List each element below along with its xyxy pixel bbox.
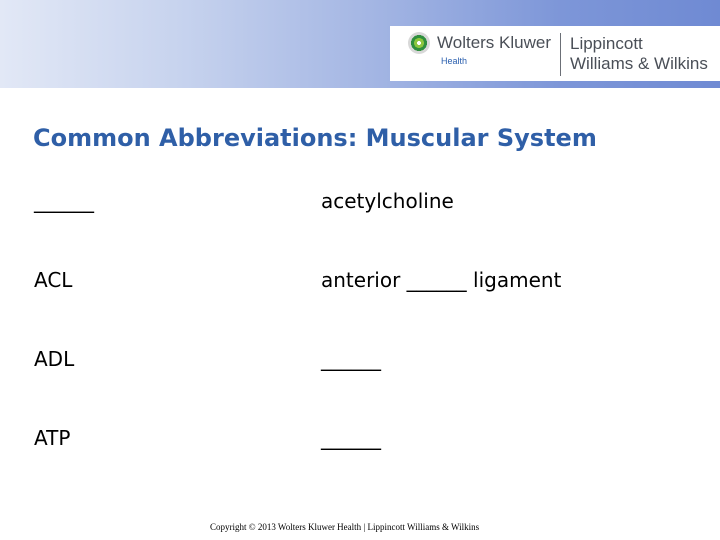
meaning-cell: ______ [321, 426, 381, 450]
copyright-footer: Copyright © 2013 Wolters Kluwer Health | Lippincott Williams & Wilkins [210, 522, 480, 532]
logo-divider [560, 33, 561, 76]
abbreviation-cell: ADL [34, 347, 75, 371]
wolters-kluwer-logo-icon [408, 32, 430, 54]
meaning-cell: acetylcholine [321, 189, 454, 213]
abbreviation-cell: ______ [34, 189, 94, 213]
abbreviation-cell: ATP [34, 426, 71, 450]
brand-sub: Health [441, 56, 468, 66]
imprint-line-1: Lippincott [570, 34, 643, 53]
abbreviation-cell: ACL [34, 268, 73, 292]
meaning-cell: ______ [321, 347, 381, 371]
slide-title: Common Abbreviations: Muscular System [33, 124, 597, 152]
imprint-line-2: Williams & Wilkins [570, 54, 708, 73]
meaning-cell: anterior ______ ligament [321, 268, 562, 292]
brand-name: Wolters Kluwer [437, 33, 551, 52]
